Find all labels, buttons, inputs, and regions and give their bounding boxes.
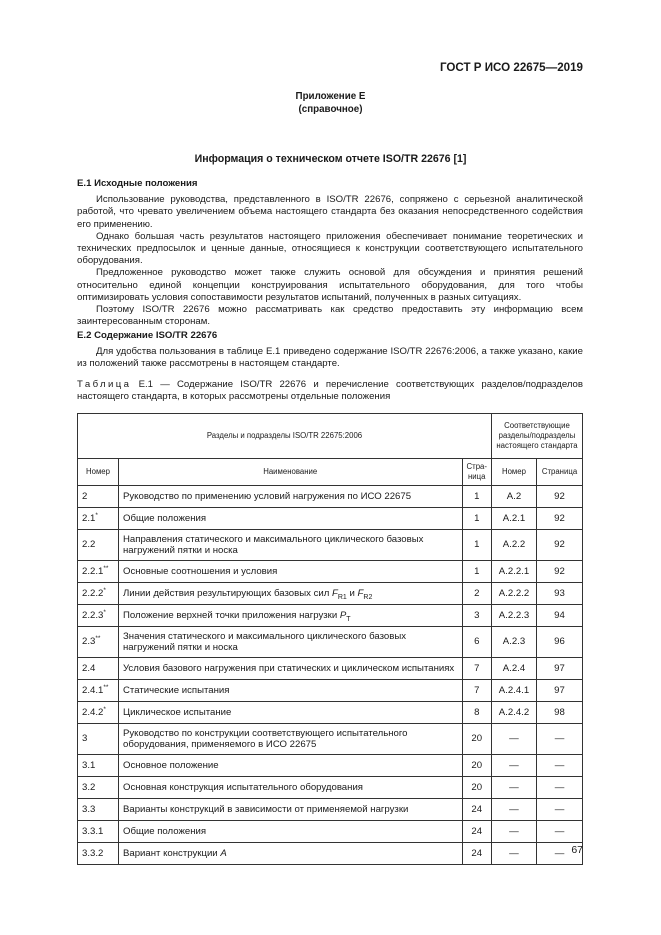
row-std-page: 92	[536, 486, 582, 508]
row-std-page: —	[536, 799, 582, 821]
table-row	[78, 508, 583, 530]
row-page: 24	[462, 799, 491, 821]
row-name: Руководство по конструкции соответствующего испытательного оборудования, применяемого в ИСО 22675	[118, 724, 462, 755]
page-number: 67	[571, 844, 583, 856]
row-number: 3.1	[78, 755, 119, 777]
paragraph: Использование руководства, представленного в ISO/TR 22676, сопряжено с серьезной аналитической работой, что чревато увеличением объема настоящего стандарта без оказания непосредственного содействия его применению.	[77, 194, 583, 230]
row-std-page: 92	[536, 530, 582, 561]
paragraph: Поэтому ISO/TR 22676 можно рассматривать как средство предоставить эту информацию всем заинтересованным сторонам.	[77, 304, 583, 328]
row-name: Общие положения	[118, 821, 462, 843]
row-number: 2.4	[78, 658, 119, 680]
table-row	[78, 627, 583, 658]
section-e2	[77, 330, 583, 371]
row-name: Руководство по применению условий нагружения по ИСО 22675	[118, 486, 462, 508]
table-row	[78, 530, 583, 561]
header-group-standard: Соответствующие разделы/подразделы настоящего стандарта	[491, 414, 582, 459]
row-name: Общие положения	[118, 508, 462, 530]
table-row	[78, 680, 583, 702]
row-number: 3.3.1	[78, 821, 119, 843]
row-name: Направления статического и максимального циклического базовых нагружений пятки и носка	[118, 530, 462, 561]
row-number: 2.3**	[78, 627, 119, 658]
row-std-page: 94	[536, 605, 582, 627]
table-caption	[77, 379, 583, 403]
table-row	[78, 777, 583, 799]
row-std-number: А.2.3	[491, 627, 536, 658]
annex-heading	[0, 91, 661, 116]
row-number: 3	[78, 724, 119, 755]
header-name: Наименование	[118, 459, 462, 486]
row-page: 8	[462, 702, 491, 724]
row-page: 1	[462, 486, 491, 508]
variant-letter: А	[220, 847, 227, 859]
symbol-f: F	[332, 587, 338, 599]
header-number: Номер	[78, 459, 119, 486]
row-std-number: А.2.2.3	[491, 605, 536, 627]
row-name: Значения статического и максимального циклического базовых нагружений пятки и носка	[118, 627, 462, 658]
table-row	[78, 658, 583, 680]
row-number: 2.2.2*	[78, 583, 119, 605]
table-row	[78, 724, 583, 755]
footnote-mark: **	[103, 564, 109, 572]
table-row	[78, 561, 583, 583]
annex-subtitle: (справочное)	[298, 103, 363, 115]
row-number: 2.1*	[78, 508, 119, 530]
row-std-number: А.2.2	[491, 530, 536, 561]
footnote-mark: *	[103, 705, 106, 713]
row-std-page: 92	[536, 508, 582, 530]
row-page: 1	[462, 561, 491, 583]
row-std-page: 98	[536, 702, 582, 724]
row-std-number: —	[491, 843, 536, 865]
row-name: Вариант конструкции А	[118, 843, 462, 865]
row-std-page: 97	[536, 680, 582, 702]
row-name: Условия базового нагружения при статических и циклическом испытаниях	[118, 658, 462, 680]
row-number: 2	[78, 486, 119, 508]
paragraph: Однако большая часть результатов настоящего приложения обеспечивает понимание теоретических и технических предпосылок и ценные данные, относящиеся к конструкции соответствующего испытательного оборудования.	[77, 230, 583, 267]
row-std-number: А.2.4.1	[491, 680, 536, 702]
table-row	[78, 486, 583, 508]
header-page: Стра-ница	[462, 459, 491, 486]
paragraph: Для удобства пользования в таблице Е.1 приведено содержание ISO/TR 22676:2006, а также указано, какие из положений также рассмотрены в настоящем стандарте.	[77, 346, 583, 370]
paragraph: Предложенное руководство может также служить основой для обсуждения и принятия решений относительно единой концепции конструирования испытательного оборудования, для того чтобы оптимизировать условия сопоставимости результатов испытаний, полученных в разных ситуациях.	[77, 267, 583, 303]
row-page: 20	[462, 777, 491, 799]
row-std-page: —	[536, 843, 582, 865]
table-row	[78, 821, 583, 843]
row-page: 3	[462, 605, 491, 627]
table-row	[78, 583, 583, 605]
row-number: 2.2.3*	[78, 605, 119, 627]
header-std-number: Номер	[491, 459, 536, 486]
table-row	[78, 702, 583, 724]
section-e2-heading: Е.2 Содержание ISO/TR 22676	[77, 330, 218, 341]
row-std-page: 96	[536, 627, 582, 658]
row-page: 20	[462, 755, 491, 777]
contents-table	[77, 413, 583, 865]
header-std-page: Страница	[536, 459, 582, 486]
row-page: 6	[462, 627, 491, 658]
row-std-number: А.2.2.1	[491, 561, 536, 583]
row-number: 2.4.1**	[78, 680, 119, 702]
row-std-number: А.2.1	[491, 508, 536, 530]
info-title: Информация о техническом отчете ISO/TR 22676 [1]	[194, 153, 467, 165]
row-name: Циклическое испытание	[118, 702, 462, 724]
table-caption-label: Таблица	[77, 379, 132, 390]
row-std-number: —	[491, 821, 536, 843]
symbol-f: F	[357, 587, 364, 599]
row-std-number: А.2.4.2	[491, 702, 536, 724]
row-number: 3.2	[78, 777, 119, 799]
row-page: 7	[462, 680, 491, 702]
section-e1-heading: Е.1 Исходные положения	[77, 178, 198, 189]
section-e1	[77, 178, 583, 328]
row-std-number: —	[491, 755, 536, 777]
row-name: Статические испытания	[118, 680, 462, 702]
row-std-number: —	[491, 799, 536, 821]
row-std-page: —	[536, 755, 582, 777]
row-page: 20	[462, 724, 491, 755]
row-std-number: А.2.4	[491, 658, 536, 680]
row-name: Линии действия результирующих базовых сил $F_{R1}$ и $F_{R2}$	[118, 583, 462, 605]
row-std-page: 93	[536, 583, 582, 605]
row-std-number: А.2	[491, 486, 536, 508]
row-std-number: А.2.2.2	[491, 583, 536, 605]
table-row	[78, 843, 583, 865]
symbol-p: P	[339, 609, 347, 621]
document-code: ГОСТ Р ИСО 22675—2019	[439, 61, 583, 74]
footnote-mark: **	[103, 683, 109, 691]
row-number: 2.2.1**	[78, 561, 119, 583]
row-number: 3.3	[78, 799, 119, 821]
table-row	[78, 605, 583, 627]
footnote-mark: *	[103, 608, 106, 616]
row-number: 2.2	[78, 530, 119, 561]
footnote-mark: **	[95, 635, 101, 643]
row-page: 1	[462, 508, 491, 530]
annex-title: Приложение Е	[295, 91, 366, 102]
row-page: 24	[462, 821, 491, 843]
row-page: 24	[462, 843, 491, 865]
header-group-iso: Разделы и подразделы ISO/TR 22675:2006	[78, 414, 492, 459]
table-caption-text: Е.1 — Содержание ISO/TR 22676 и перечисление соответствующих разделов/подразделов настоящего стандарта, в которых рассмотрены отдельные положения	[77, 379, 583, 403]
table-row	[78, 799, 583, 821]
row-name: Варианты конструкций в зависимости от применяемой нагрузки	[118, 799, 462, 821]
row-name: Основное положение	[118, 755, 462, 777]
row-page: 7	[462, 658, 491, 680]
row-name: Основные соотношения и условия	[118, 561, 462, 583]
row-std-page: —	[536, 821, 582, 843]
footnote-mark: *	[95, 511, 98, 519]
row-std-page: —	[536, 724, 582, 755]
row-name: Положение верхней точки приложения нагрузки $P_T$	[118, 605, 462, 627]
row-page: 2	[462, 583, 491, 605]
table-row	[78, 755, 583, 777]
row-page: 1	[462, 530, 491, 561]
footnote-mark: *	[103, 586, 106, 594]
row-number: 2.4.2*	[78, 702, 119, 724]
row-std-page: —	[536, 777, 582, 799]
row-number: 3.3.2	[78, 843, 119, 865]
row-std-number: —	[491, 777, 536, 799]
row-std-page: 97	[536, 658, 582, 680]
row-name: Основная конструкция испытательного оборудования	[118, 777, 462, 799]
row-std-page: 92	[536, 561, 582, 583]
row-std-number: —	[491, 724, 536, 755]
